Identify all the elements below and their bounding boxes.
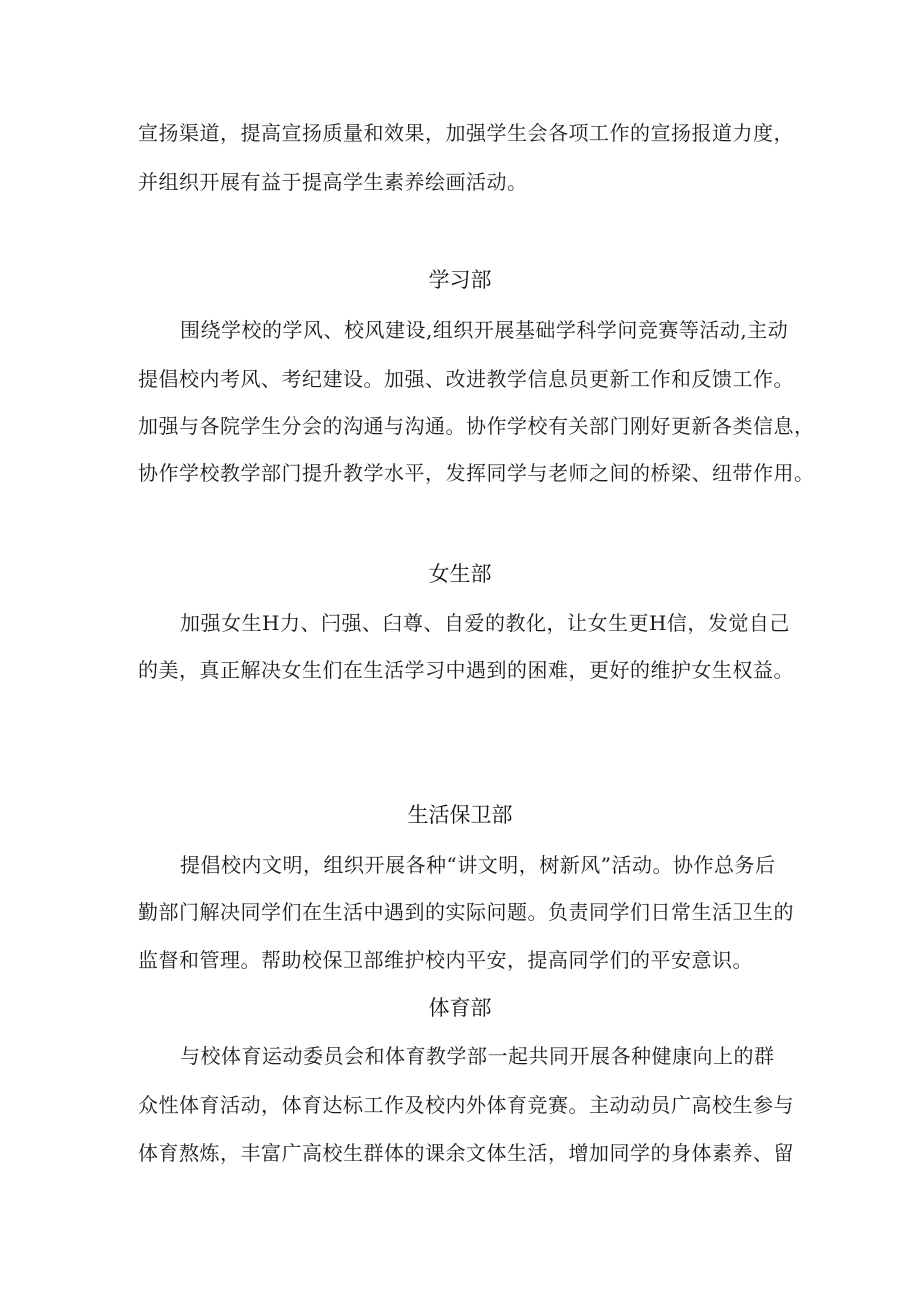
intro-line-1: 宣扬渠道，提高宣扬质量和效果，加强学生会各项工作的宣扬报道力度， <box>138 121 794 145</box>
female-line-1: 加强女生H力、闩强、臼尊、自爱的教化，让女生更H信，发觉自己 <box>180 611 790 635</box>
study-line-2: 提倡校内考风、考纪建设。加强、改进教学信息员更新工作和反馈工作。 <box>138 367 794 391</box>
study-line-4: 协作学校教学部门提升教学水平，发挥同学与老师之间的桥梁、纽带作用。 <box>138 461 815 485</box>
study-line-3: 加强与各院学生分会的沟通与沟通。协作学校有关部门刚好更新各类信息， <box>138 414 815 438</box>
sports-line-2: 众性体育活动，体育达标工作及校内外体育竞赛。主动动员广高校生参与 <box>138 1093 794 1117</box>
life-line-1: 提倡校内文明，组织开展各种“讲文明，树新风”活动。协作总务后 <box>180 853 776 877</box>
section-title-life-security: 生活保卫部 <box>407 803 513 827</box>
section-title-sports: 体育部 <box>428 996 492 1020</box>
life-line-3: 监督和管理。帮助校保卫部维护校内平安，提高同学们的平安意识。 <box>138 948 753 972</box>
intro-line-2: 并组织开展有益于提高学生素养绘画活动。 <box>138 170 528 194</box>
sports-line-1: 与校体育运动委员会和体育教学部一起共同开展各种健康向上的群 <box>180 1044 775 1068</box>
section-title-female: 女生部 <box>428 562 492 586</box>
female-line-2: 的美，真正解决女生们在生活学习中遇到的困难，更好的维护女生权益。 <box>138 658 794 682</box>
life-line-2: 勤部门解决同学们在生活中遇到的实际问题。负责同学们日常生活卫生的 <box>138 900 794 924</box>
sports-line-3: 体育熬炼，丰富广高校生群体的课余文体生活，增加同学的身体素养、留 <box>138 1141 794 1165</box>
section-title-study: 学习部 <box>428 268 492 292</box>
study-line-1: 围绕学校的学风、校风建设,组织开展基础学科学问竞赛等活动,主动 <box>180 318 789 342</box>
